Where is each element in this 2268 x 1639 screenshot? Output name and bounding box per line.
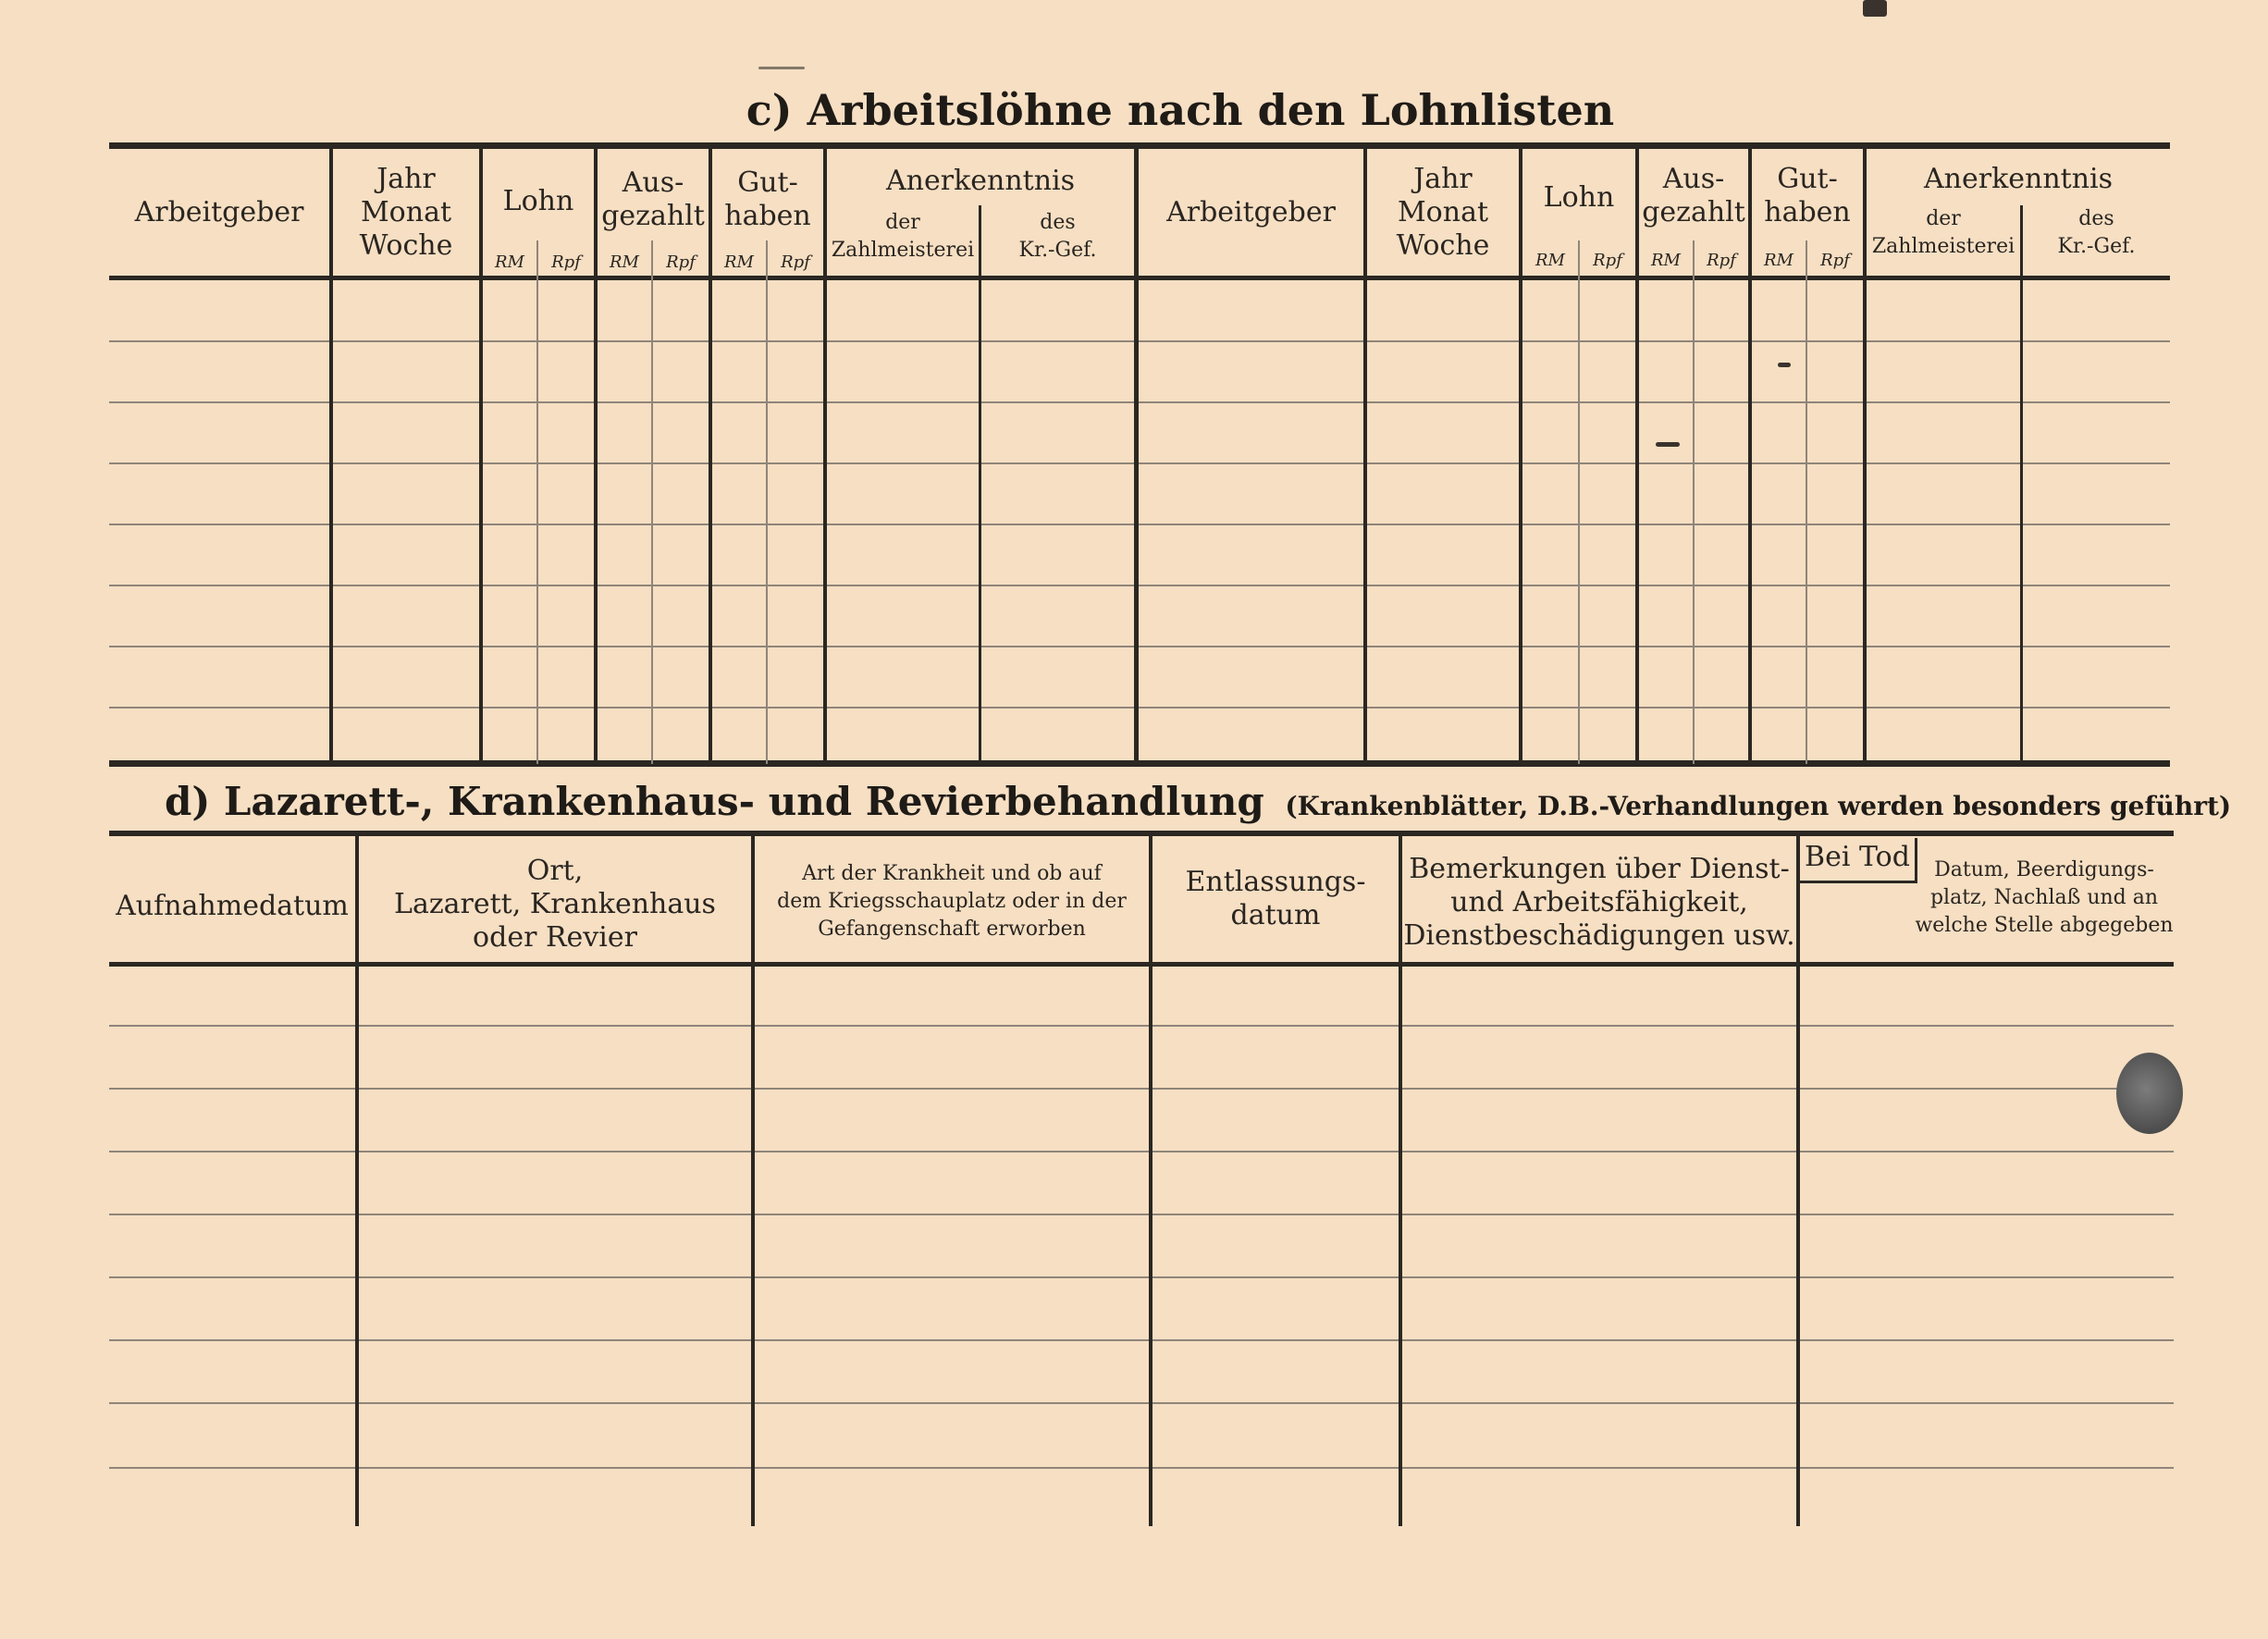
col-anerkenntnis-right: Anerkenntnis: [1923, 163, 2114, 195]
ink-speck: [758, 67, 805, 69]
col-ausgezahlt-right: Aus- gezahlt: [1642, 163, 1745, 228]
table-d-header-rule: [109, 962, 2174, 967]
col-lohn-left: Lohn: [502, 185, 574, 217]
ausgezahlt-rm-label-right: RM: [1651, 251, 1681, 270]
col-anerkenntnis-left: Anerkenntnis: [885, 165, 1076, 197]
col-ort: Ort, Lazarett, Krankenhaus oder Revier: [394, 855, 716, 954]
col-bemerkungen: Bemerkungen über Dienst- und Arbeitsfähigkeit, Dienstbeschädigungen usw.: [1403, 853, 1795, 952]
col-jahr-monat-woche-left: Jahr Monat Woche: [359, 163, 453, 262]
col-arbeitgeber-left: Arbeitgeber: [134, 196, 304, 228]
col-entlassungsdatum: Entlassungs- datum: [1185, 866, 1366, 931]
lohn-rpf-label-right: Rpf: [1593, 251, 1622, 270]
col-des-kr-gef-right: des Kr.-Gef.: [2057, 207, 2136, 258]
table-c-bottom-rule: [109, 760, 2170, 767]
ink-speck: [1863, 0, 1887, 17]
col-jahr-monat-woche-right: Jahr Monat Woche: [1396, 163, 1490, 262]
bei-tod-box: Bei Tod: [1800, 838, 1917, 883]
punch-hole: [2116, 1053, 2183, 1134]
ausgezahlt-rpf-label: Rpf: [666, 253, 696, 272]
col-guthaben-left: Gut- haben: [724, 166, 811, 232]
col-ausgezahlt-left: Aus- gezahlt: [601, 166, 705, 232]
col-art-der-krankheit: Art der Krankheit und ob auf dem Kriegsschauplatz oder in der Gefangenschaft erworben: [777, 862, 1127, 941]
col-guthaben-right: Gut- haben: [1764, 163, 1851, 228]
section-d-title-main: d) Lazarett-, Krankenhaus- und Revierbehandlung: [165, 779, 1264, 824]
col-arbeitgeber-right: Arbeitgeber: [1166, 196, 1336, 228]
ink-speck: [1778, 363, 1791, 367]
guthaben-rm-label: RM: [724, 253, 754, 272]
col-lohn-right: Lohn: [1543, 181, 1615, 214]
col-der-zahlmeisterei-right: der Zahlmeisterei: [1871, 207, 2015, 258]
guthaben-rpf-label-right: Rpf: [1820, 251, 1850, 270]
col-des-kr-gef-left: des Kr.-Gef.: [1018, 211, 1097, 262]
guthaben-rm-label-right: RM: [1764, 251, 1793, 270]
lohn-rm-label: RM: [495, 253, 524, 272]
ausgezahlt-rpf-label-right: Rpf: [1707, 251, 1736, 270]
col-der-zahlmeisterei-left: der Zahlmeisterei: [831, 211, 975, 262]
lohn-rpf-label: Rpf: [551, 253, 581, 272]
section-d-subtitle: (Krankenblätter, D.B.-Verhandlungen werden besonders geführt): [1285, 791, 2232, 821]
section-c-title: c) Arbeitslöhne nach den Lohnlisten: [746, 85, 1615, 135]
ink-speck: [1656, 442, 1680, 447]
table-c-top-rule: [109, 142, 2170, 149]
table-d-top-rule: [109, 831, 2174, 836]
col-aufnahmedatum: Aufnahmedatum: [116, 890, 349, 922]
ausgezahlt-rm-label: RM: [610, 253, 639, 272]
lohn-rm-label-right: RM: [1535, 251, 1565, 270]
guthaben-rpf-label: Rpf: [781, 253, 810, 272]
col-datum-beerdigung: Datum, Beerdigungs- platz, Nachlaß und an welche Stelle abgegeben: [1915, 858, 2174, 937]
section-d-title: [165, 779, 2231, 824]
